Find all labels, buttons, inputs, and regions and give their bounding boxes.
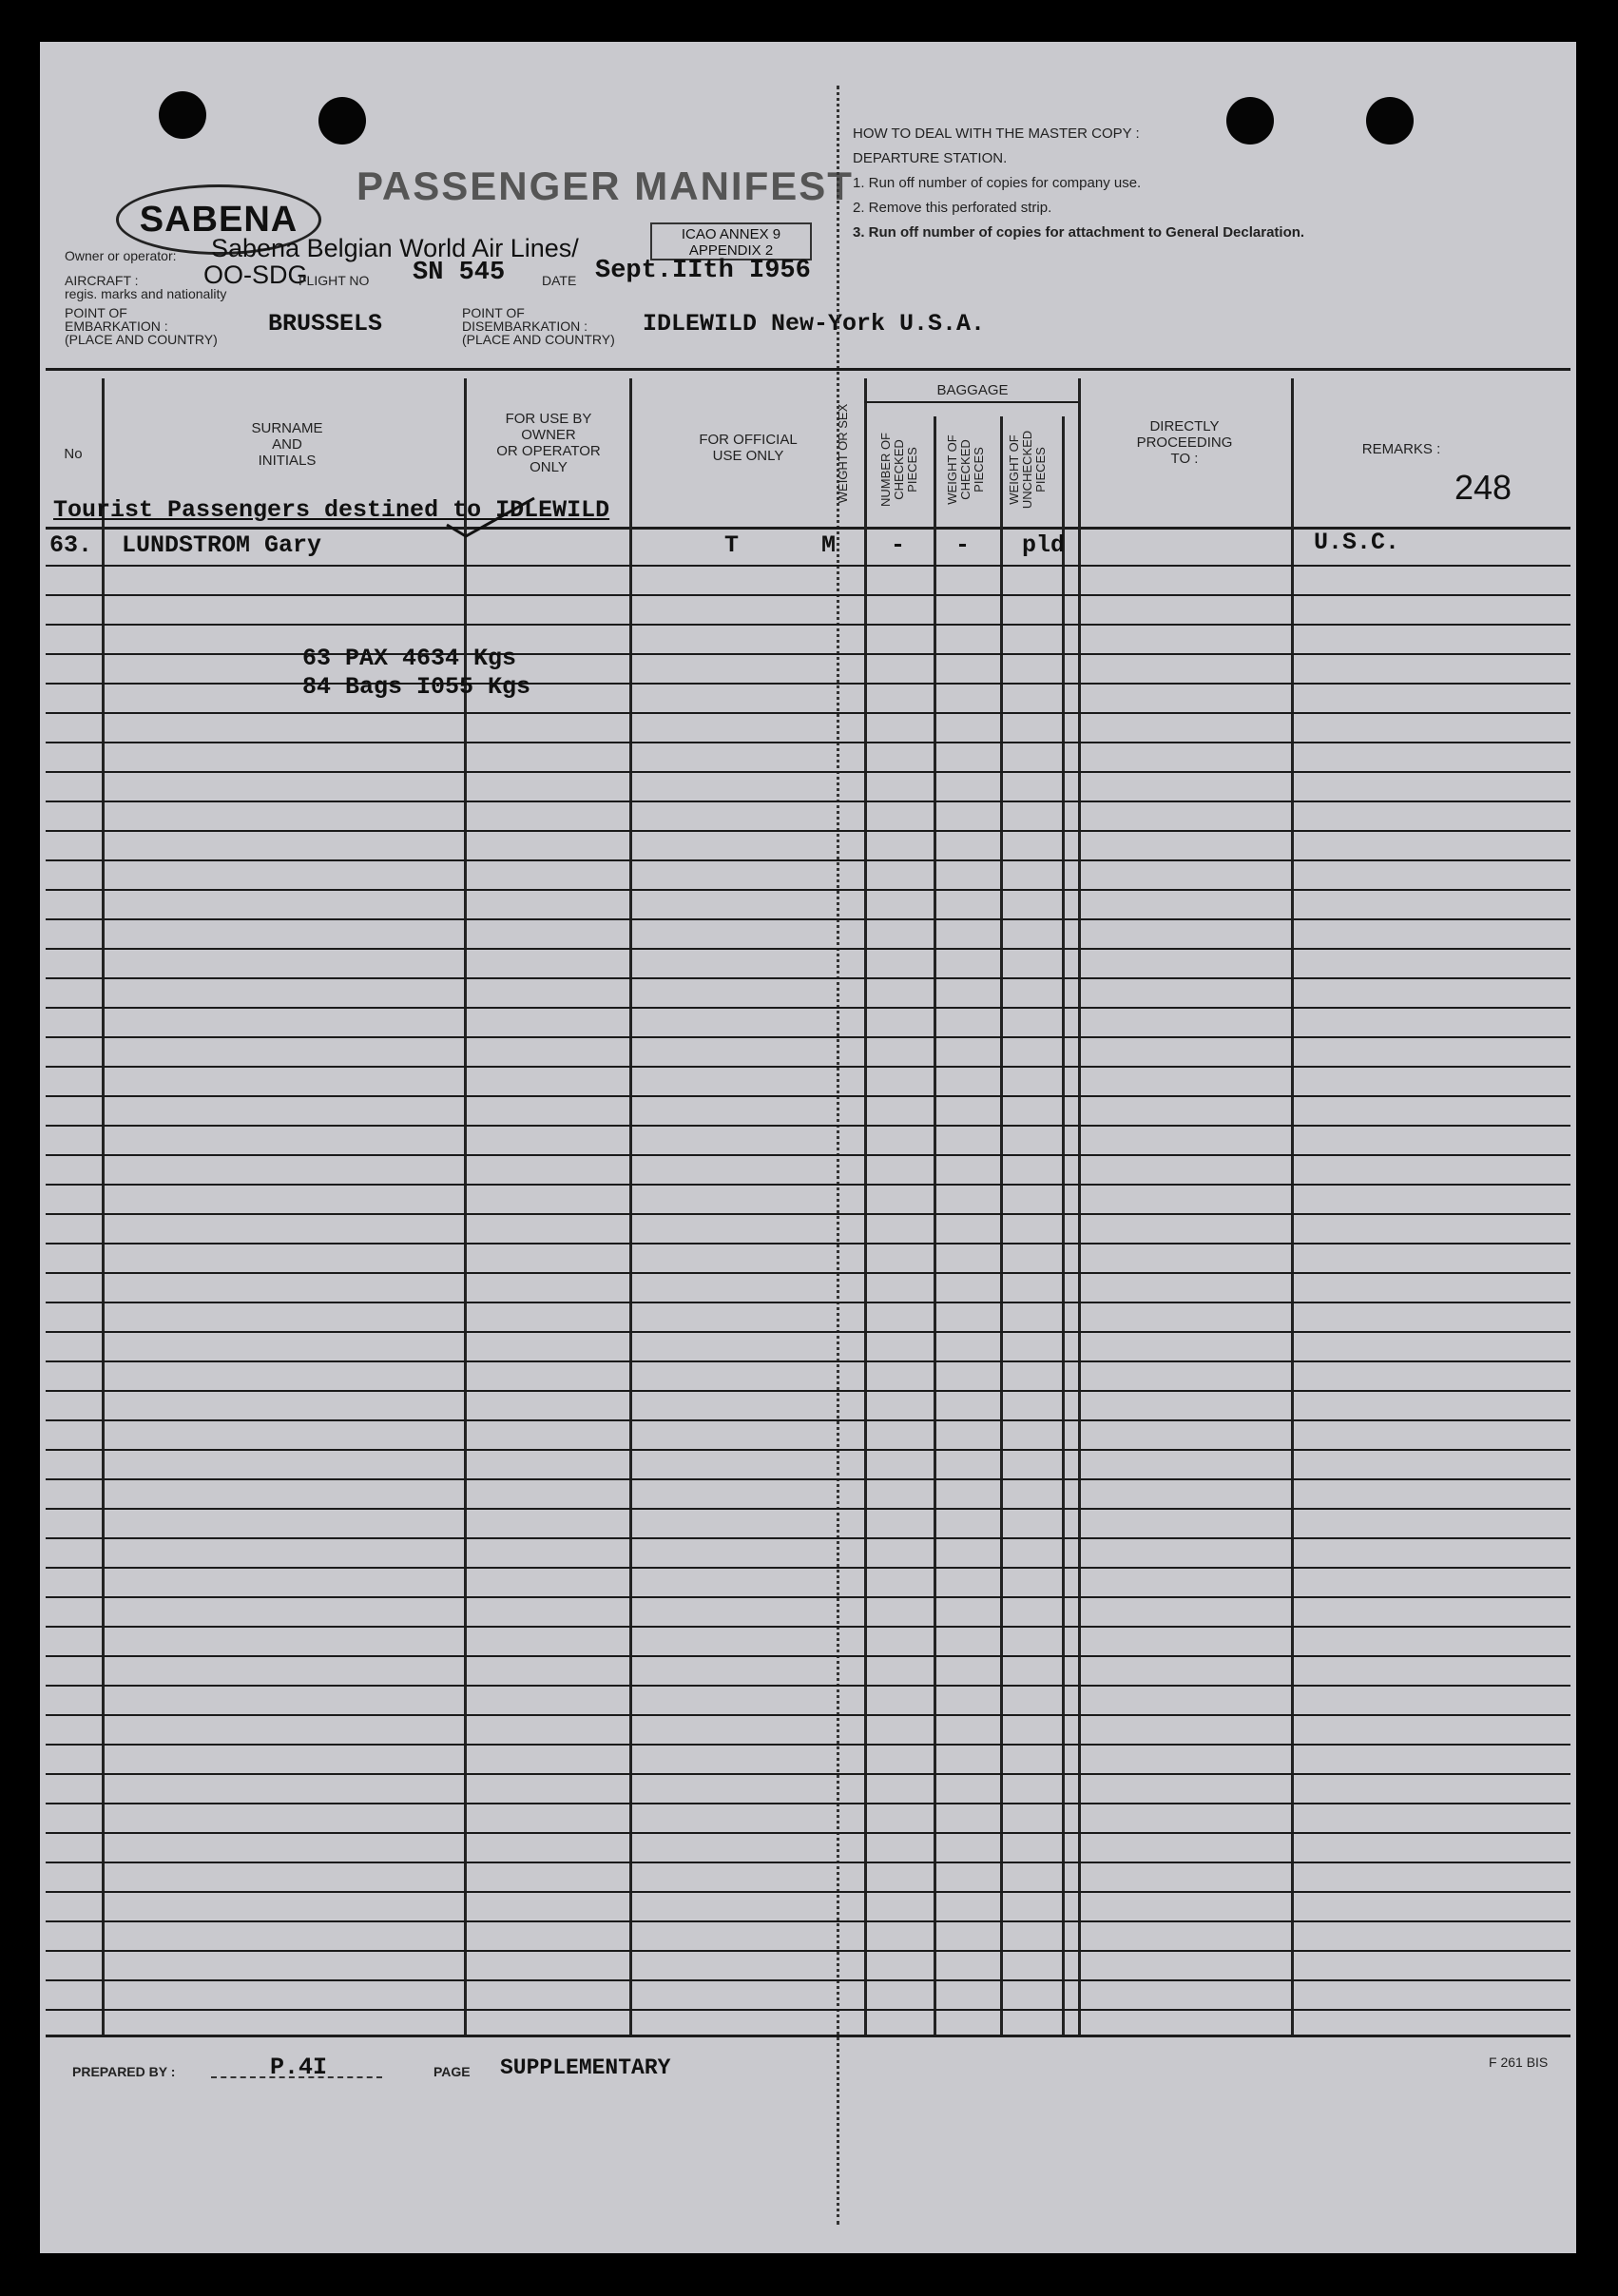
flight-no-value: SN 545: [413, 259, 506, 287]
column-divider: [1062, 416, 1065, 2035]
punch-hole: [1366, 97, 1414, 145]
row-rule: [46, 830, 1570, 832]
section-heading: Tourist Passengers destined to IDLEWILD: [53, 496, 610, 524]
col-surname: SURNAME AND INITIALS: [251, 420, 323, 469]
col-weight-sex: WEIGHT OR SEX: [836, 403, 850, 504]
row-rule: [46, 683, 1570, 685]
col-remarks: REMARKS :: [1361, 441, 1441, 457]
flight-no-label: FLIGHT NO: [299, 273, 370, 288]
row-rule: [46, 1832, 1570, 1834]
row-rule: [46, 1331, 1570, 1333]
disembarkation-value: IDLEWILD New-York U.S.A.: [643, 310, 986, 338]
passenger-sex: M: [821, 531, 837, 559]
prepared-by-value: P.4I: [270, 2054, 328, 2081]
row-rule: [46, 1302, 1570, 1303]
row-rule: [46, 1478, 1570, 1480]
owner-value: Sabena Belgian World Air Lines/: [211, 234, 579, 262]
date-value: Sept.IIth I956: [595, 257, 811, 285]
regis-label: regis. marks and nationality: [65, 286, 227, 301]
baggage-header-border: [864, 401, 1078, 403]
column-divider: [934, 416, 936, 2035]
column-divider: [864, 378, 867, 2035]
disembarkation-label: POINT OF DISEMBARKATION : (PLACE AND COUNTRY): [462, 305, 615, 347]
column-divider: [1291, 378, 1294, 2035]
row-rule: [46, 712, 1570, 714]
embarkation-label: POINT OF EMBARKATION : (PLACE AND COUNTRY): [65, 305, 218, 347]
instruction-item: 3. Run off number of copies for attachment to General Declaration.: [853, 224, 1305, 241]
column-divider: [1078, 378, 1081, 2035]
manifest-sheet: [40, 42, 1576, 2253]
row-rule: [46, 1419, 1570, 1421]
col-weight-checked: WEIGHT OF CHECKED PIECES: [945, 434, 986, 505]
instructions-heading: HOW TO DEAL WITH THE MASTER COPY :: [853, 125, 1140, 142]
row-rule: [46, 801, 1570, 802]
passenger-num-checked: -: [891, 531, 906, 559]
row-rule: [46, 1862, 1570, 1863]
row-rule: [46, 1655, 1570, 1657]
row-rule: [46, 1567, 1570, 1569]
row-rule: [46, 1360, 1570, 1362]
row-rule: [46, 1685, 1570, 1687]
row-rule: [46, 889, 1570, 891]
row-rule: [46, 624, 1570, 626]
row-rule: [46, 1066, 1570, 1068]
table-bottom-border: [46, 2035, 1570, 2037]
row-rule: [46, 594, 1570, 596]
aircraft-value: OO-SDG: [203, 260, 308, 289]
page-label: PAGE: [433, 2064, 471, 2079]
row-rule: [46, 1950, 1570, 1952]
column-divider: [102, 378, 105, 2035]
col-weight-unchecked: WEIGHT OF UNCHECKED PIECES: [1007, 430, 1048, 510]
embarkation-value: BRUSSELS: [268, 310, 383, 338]
instructions-subheading: DEPARTURE STATION.: [853, 150, 1008, 166]
row-rule: [46, 1095, 1570, 1097]
row-rule: [46, 918, 1570, 920]
row-rule: [46, 977, 1570, 979]
punch-hole: [159, 91, 206, 139]
check-mark: [439, 489, 544, 546]
col-official-use: FOR OFFICIAL USE ONLY: [699, 432, 798, 464]
page-value: SUPPLEMENTARY: [500, 2055, 671, 2080]
sabena-logo: SABENA: [116, 184, 321, 255]
row-rule: [46, 1390, 1570, 1392]
passenger-no: 63.: [49, 531, 93, 559]
passenger-remarks: U.S.C.: [1314, 529, 1400, 556]
column-divider: [629, 378, 632, 2035]
column-divider: [464, 378, 467, 2035]
row-rule: [46, 1243, 1570, 1244]
row-rule: [46, 859, 1570, 861]
row-rule: [46, 1184, 1570, 1186]
col-num-checked: NUMBER OF CHECKED PIECES: [878, 433, 919, 507]
row-rule: [46, 2009, 1570, 2011]
date-label: DATE: [542, 273, 577, 288]
col-baggage: BAGGAGE: [936, 382, 1009, 398]
instruction-item: 2. Remove this perforated strip.: [853, 200, 1052, 216]
row-rule: [46, 1449, 1570, 1451]
row-rule: [46, 771, 1570, 773]
row-rule: [46, 948, 1570, 950]
passenger-unchecked: pld: [1022, 531, 1066, 559]
row-rule: [46, 1125, 1570, 1127]
total-pax: 63 PAX 4634 Kgs: [302, 645, 517, 672]
row-rule: [46, 1920, 1570, 1922]
passenger-name: LUNDSTROM Gary: [122, 531, 322, 559]
prepared-by-label: PREPARED BY :: [72, 2064, 176, 2079]
col-owner-use: FOR USE BY OWNER OR OPERATOR ONLY: [496, 411, 601, 475]
row-rule: [46, 1714, 1570, 1716]
row-rule: [46, 1744, 1570, 1746]
row-rule: [46, 1213, 1570, 1215]
passenger-official: T: [724, 531, 740, 559]
row-rule: [46, 1154, 1570, 1156]
row-rule: [46, 1773, 1570, 1775]
row-rule: [46, 653, 1570, 655]
table-top-border: [46, 368, 1570, 371]
row-rule: [46, 565, 1570, 567]
row-rule: [46, 1803, 1570, 1804]
owner-label: Owner or operator:: [65, 248, 177, 263]
total-bags: 84 Bags I055 Kgs: [302, 673, 531, 701]
row-rule: [46, 1979, 1570, 1981]
instruction-item: 1. Run off number of copies for company use.: [853, 175, 1142, 191]
row-rule: [46, 1626, 1570, 1628]
row-rule: [46, 1891, 1570, 1893]
row-rule: [46, 1272, 1570, 1274]
page-number: 248: [1454, 468, 1512, 507]
row-rule: [46, 1036, 1570, 1038]
row-rule: [46, 742, 1570, 743]
form-title: PASSENGER MANIFEST: [356, 164, 854, 208]
column-divider: [1000, 416, 1003, 2035]
col-directly: DIRECTLY PROCEEDING TO :: [1136, 418, 1233, 467]
row-rule: [46, 1596, 1570, 1598]
passenger-weight-checked: -: [955, 531, 971, 559]
aircraft-label: AIRCRAFT :: [65, 273, 139, 288]
col-no: No: [64, 446, 83, 462]
row-rule: [46, 1508, 1570, 1510]
icao-box: ICAO ANNEX 9 APPENDIX 2: [650, 222, 812, 260]
punch-hole: [1226, 97, 1274, 145]
row-rule: [46, 1007, 1570, 1009]
form-code: F 261 BIS: [1489, 2055, 1549, 2070]
row-rule: [46, 1537, 1570, 1539]
punch-hole: [318, 97, 366, 145]
